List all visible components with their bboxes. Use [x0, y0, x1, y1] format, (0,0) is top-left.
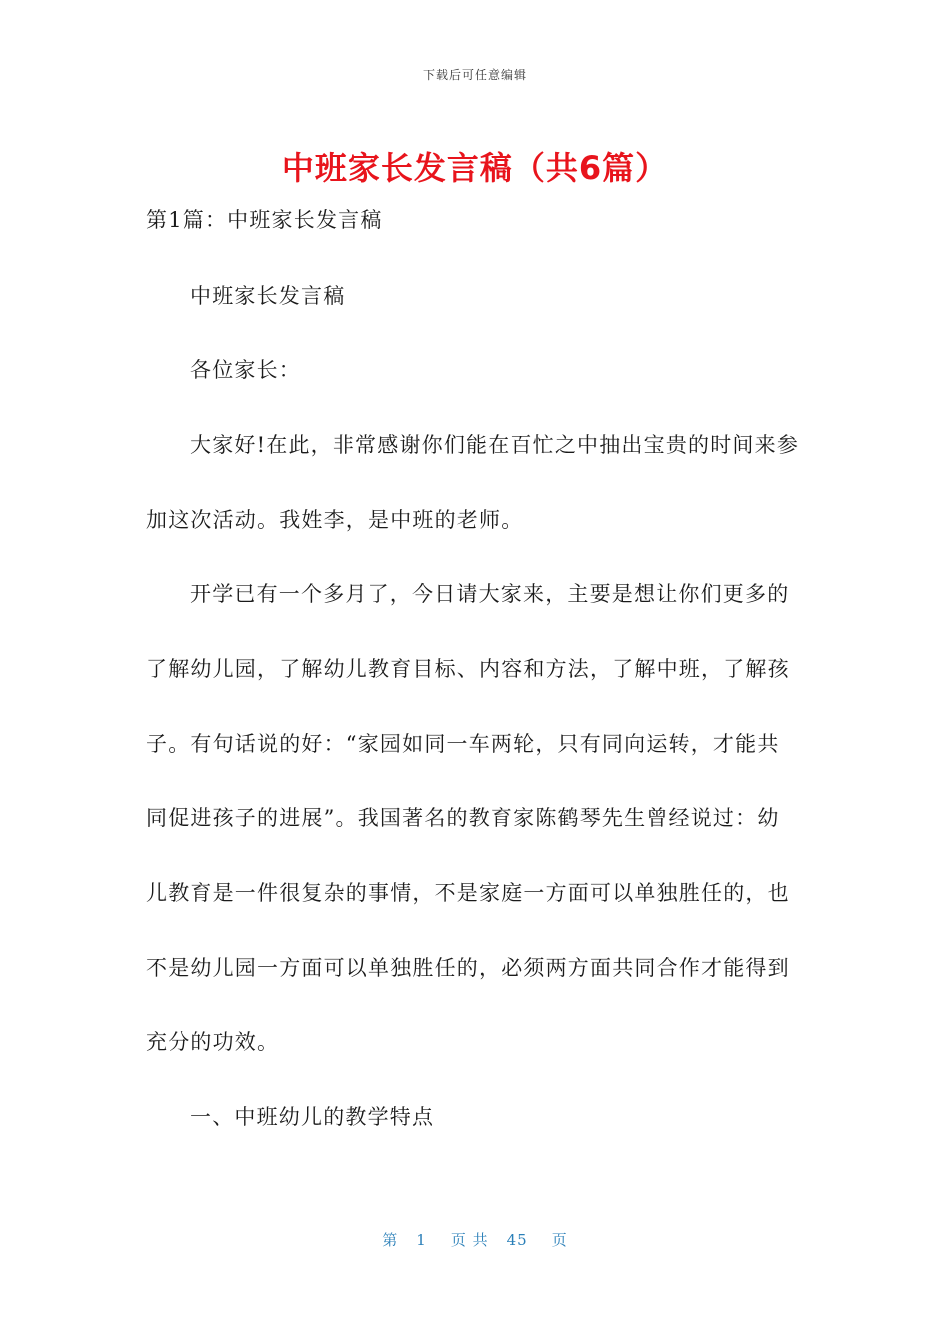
paragraph-line: 同促进孩子的进展”。我国著名的教育家陈鹤琴先生曾经说过：幼 — [146, 806, 780, 830]
section-heading: 第1篇：中班家长发言稿 — [146, 208, 383, 232]
footer-page-mid: 页 共 — [450, 1231, 489, 1249]
subheading-line: 一、中班幼儿的教学特点 — [190, 1105, 435, 1129]
paragraph-line: 了解幼儿园，了解幼儿教育目标、内容和方法，了解中班，了解孩 — [146, 657, 790, 681]
footer-page-prefix: 第 — [382, 1231, 399, 1249]
footer-page-number: 1 — [416, 1231, 427, 1249]
paragraph-line: 加这次活动。我姓李，是中班的老师。 — [146, 508, 524, 532]
paragraph-line: 各位家长： — [190, 358, 301, 382]
paragraph-line: 大家好!在此，非常感谢你们能在百忙之中抽出宝贵的时间来参 — [190, 433, 800, 457]
document-title: 中班家长发言稿（共6篇） — [281, 149, 669, 187]
paragraph-line: 不是幼儿园一方面可以单独胜任的，必须两方面共同合作才能得到 — [146, 956, 790, 980]
paragraph-line: 开学已有一个多月了，今日请大家来，主要是想让你们更多的 — [190, 582, 790, 606]
paragraph-line: 子。有句话说的好：“家园如同一车两轮，只有同向运转，才能共 — [146, 732, 780, 756]
footer-page-suffix: 页 — [551, 1231, 568, 1249]
page-header-note: 下载后可任意编辑 — [422, 68, 527, 82]
footer-page-total: 45 — [506, 1231, 528, 1249]
paragraph-line: 儿教育是一件很复杂的事情，不是家庭一方面可以单独胜任的，也 — [146, 881, 790, 905]
paragraph-line: 中班家长发言稿 — [190, 284, 346, 308]
page-footer — [0, 1229, 950, 1250]
paragraph-line: 充分的功效。 — [146, 1030, 280, 1054]
